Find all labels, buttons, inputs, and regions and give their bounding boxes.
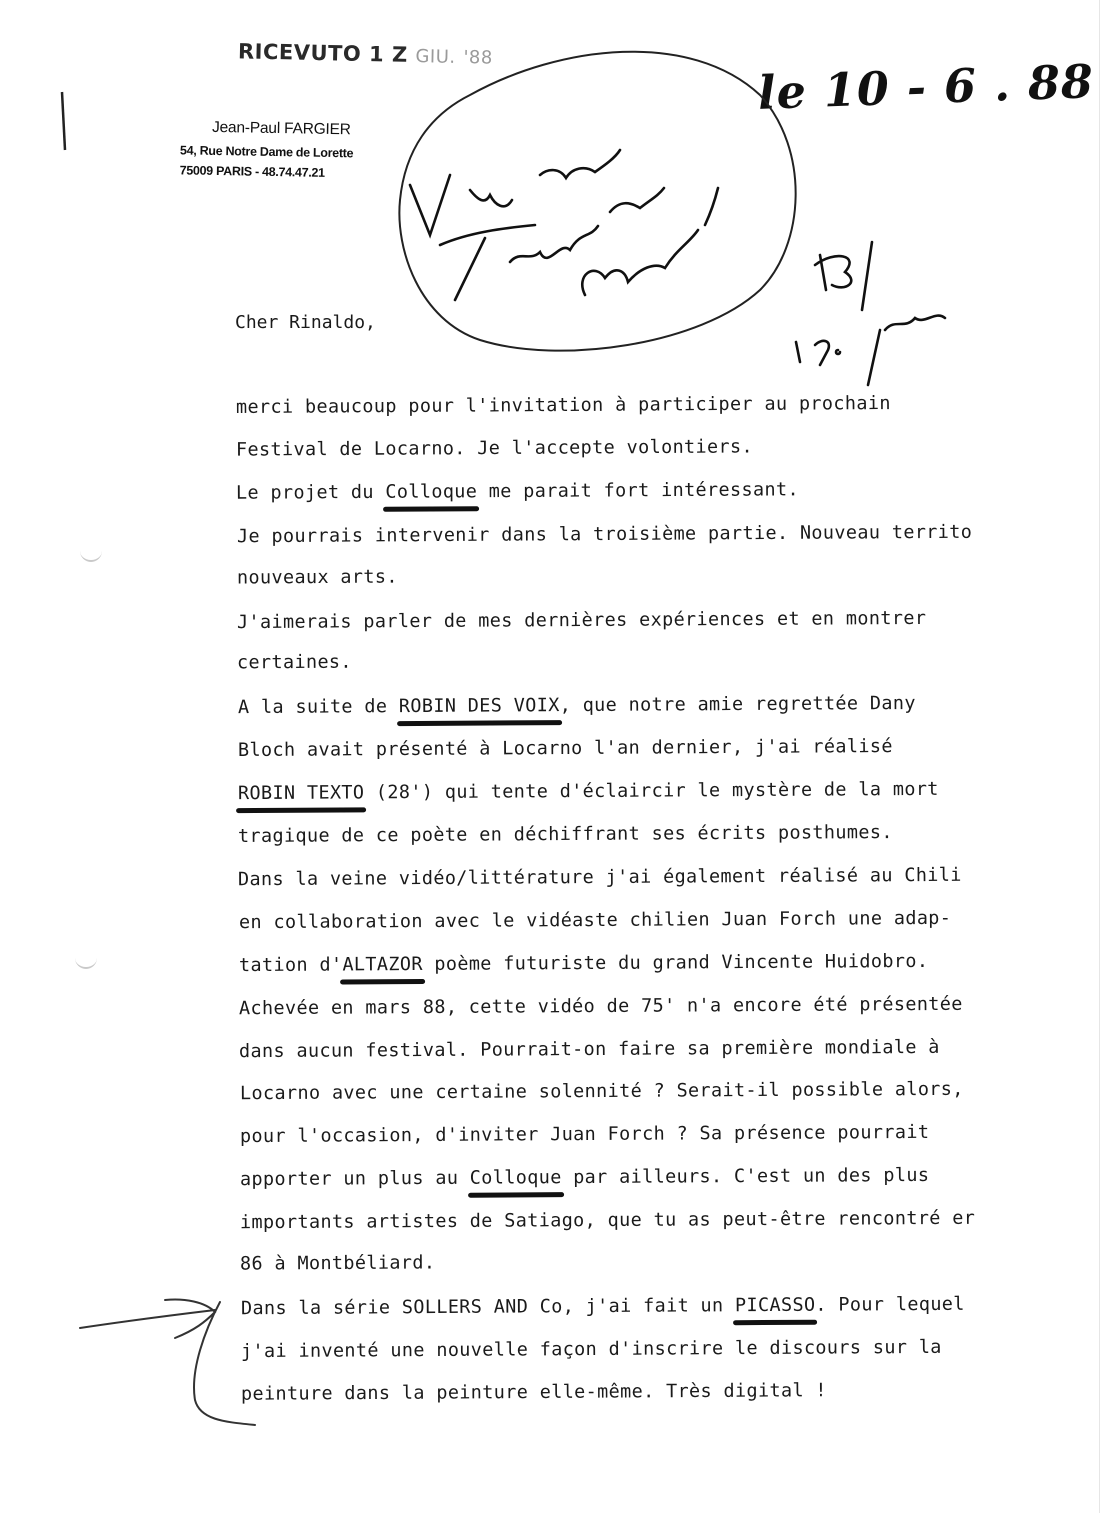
note-circle (399, 52, 795, 351)
punch-hole-mark (80, 550, 102, 562)
side-note-scribble (796, 242, 945, 385)
letter-line: tation d'ALTAZOR poème futuriste du grand Vincente Huidobro. (238, 950, 929, 976)
underlined-title: PICASSO (734, 1294, 816, 1317)
handwritten-date: le 10 - 6 . 88 (757, 54, 1095, 120)
punch-hole-mark (75, 957, 97, 969)
letter-line: apporter un plus au Colloque par ailleurs. C'est un des plus (239, 1165, 930, 1191)
circled-note-scribble (410, 150, 718, 300)
sender-city-phone: 75009 PARIS - 48.74.47.21 (179, 163, 325, 180)
letter-line: Dans la série SOLLERS AND Co, j'ai fait un PICASSO. Pour lequel (240, 1293, 965, 1320)
letter-line: 86 à Montbéliard. (240, 1252, 436, 1275)
letter-line: J'aimerais parler de mes dernières expériences et en montrer (237, 607, 927, 633)
letter-line: dans aucun festival. Pourrait-on faire sa première mondiale à (239, 1036, 941, 1062)
stamp-text: RICEVUTO 1 (237, 39, 385, 67)
letter-line: Festival de Locarno. Je l'accepte volontiers. (236, 436, 754, 461)
letterhead (179, 118, 370, 183)
sender-address: 54, Rue Notre Dame de Lorette (179, 143, 354, 161)
bottom-margin-arrow (80, 1300, 255, 1426)
stamp-year: '88 (463, 47, 494, 69)
letter-line: nouveaux arts. (236, 566, 398, 589)
letter-line: ROBIN TEXTO (28') qui tente d'éclaircir le mystère de la mort (237, 778, 939, 805)
margin-tick (62, 92, 65, 150)
underlined-title: ALTAZOR (342, 953, 423, 976)
underlined-title: ROBIN TEXTO (237, 782, 365, 805)
letter-line: tragique de ce poète en déchiffrant ses écrits posthumes. (238, 822, 894, 847)
letter-line: Je pourrais intervenir dans la troisième partie. Nouveau territo (236, 521, 972, 547)
letter-line: Bloch avait présenté à Locarno l'an dernier, j'ai réalisé (237, 736, 893, 762)
stamp-month: GIU. (415, 46, 456, 68)
letter-line: Le projet du Colloque me parait fort intéressant. (236, 479, 800, 504)
letter-line: certaines. (237, 652, 353, 674)
letter-line: merci beaucoup pour l'invitation à participer au prochain (235, 393, 891, 418)
letter-line: peinture dans la peinture elle-même. Très digital ! (240, 1379, 827, 1405)
underlined-title: Colloque (469, 1167, 562, 1189)
letter-line: Achevée en mars 88, cette vidéo de 75' n'a encore été présentée (239, 993, 963, 1019)
letter-line: en collaboration avec le vidéaste chilien Juan Forch une adap- (238, 907, 951, 933)
letter-line: A la suite de ROBIN DES VOIX, que notre amie regrettée Dany (237, 693, 916, 719)
underlined-title: ROBIN DES VOIX (398, 695, 560, 718)
received-stamp (238, 39, 493, 68)
letter-line: importants artistes de Satiago, que tu as peut-être rencontré er (240, 1207, 976, 1234)
letter-line: j'ai inventé une nouvelle façon d'inscrire le discours sur la (240, 1336, 942, 1362)
letter-line: Locarno avec une certaine solennité ? Serait-il possible alors, (239, 1079, 964, 1105)
underlined-title: Colloque (385, 481, 478, 503)
sender-name: Jean-Paul FARGIER (211, 118, 351, 139)
stamp-day: Z (391, 42, 408, 67)
letter-line: pour l'occasion, d'inviter Juan Forch ? Sa présence pourrait (239, 1122, 930, 1148)
letter-line: Dans la veine vidéo/littérature j'ai également réalisé au Chili (238, 864, 963, 891)
salutation: Cher Rinaldo, (235, 312, 376, 333)
